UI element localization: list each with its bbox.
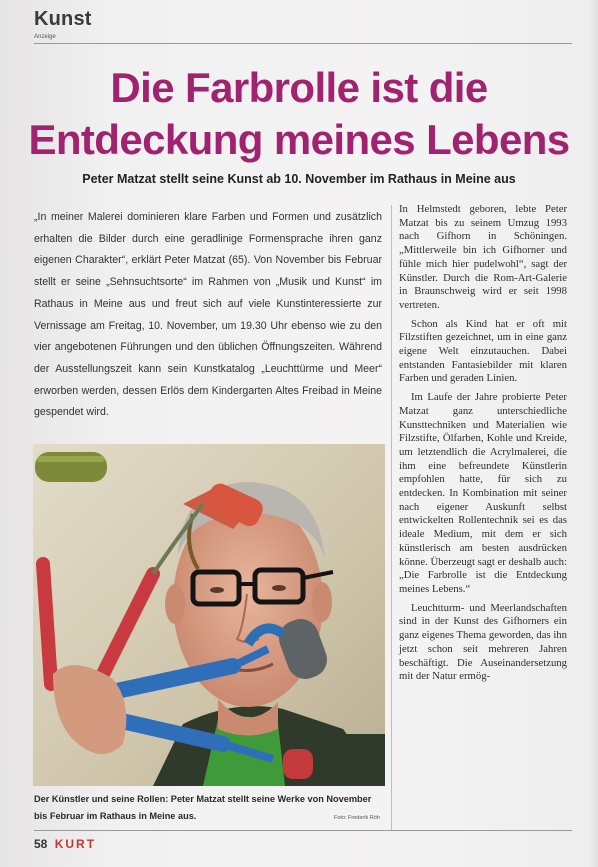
headline-line-2: Entdeckung meines Lebens: [28, 116, 570, 163]
body-paragraph: In Helmstedt geboren, lebte Peter Matzat bis zu seinem Umzug 1993 nach Gifhorn in Schöningen. „Mittlerweile bin ich Gifhorner und fühle mich hier pudelwohl“, sagt der Künstler. Durch die Rom-Art-Galerie in Braunschweig wird er seit 1998 vertreten.: [399, 203, 567, 311]
body-paragraph: Leuchtturm- und Meerlandschaften sind in der Kunst des Gifhorners ein ganz eigenes Thema geworden, das ihn jetzt schon seit mehreren Jahren beschäftigt. Die Auseinandersetzung mit der Natur ermög-: [399, 601, 567, 683]
top-divider: [34, 43, 572, 44]
column-divider: [391, 205, 392, 830]
headline-line-1: Die Farbrolle ist die: [110, 64, 488, 111]
caption-text: Der Künstler und seine Rollen: Peter Matzat stellt seine Werke von November bis Februar im Rathaus in Meine aus.: [34, 794, 372, 821]
magazine-brand: KURT: [54, 837, 97, 851]
intro-text: [34, 207, 382, 424]
page-number: 58: [34, 837, 48, 851]
page-footer: [34, 837, 96, 851]
photo-credit: Foto: Frederik Röh: [334, 815, 380, 821]
body-column: [399, 203, 567, 689]
bottom-divider: [34, 830, 572, 831]
intro-paragraph: „In meiner Malerei dominieren klare Farben und Formen und zusätzlich erhalten die Bilder durch eine geradlinige Formensprache ihren ganz eigenen Charakter“, erklärt Peter Matzat (65). Von November bis Februar stellt er seine „Sehnsuchtsorte“ im Rahmen von „Musik und Kunst“ im Rathaus in Meine aus und freut sich auf viele Kunstinteressierte zur Vernissage am Freitag, 10. November, um 19.30 Uhr ebenso wie zu den vier angebotenen Führungen und den üblichen Öffnungszeiten. Während der Ausstellungszeit kann sein Kunstkatalog „Leuchttürme und Meer“ erworben werden, dessen Erlös dem Kindergarten Altes Freibad in Meine gespendet wird.: [34, 211, 382, 419]
ad-label: Anzeige: [34, 34, 56, 40]
body-paragraph: Im Laufe der Jahre probierte Peter Matzat ganz unterschiedliche Kunsttechniken und Materialien wie Filzstifte, Ölfarben, Kohle und Kreide, um letztendlich die Acrylmalerei, die ihm eine befreundete Künstlerin empfohlen hatte, für sich zu entdecken. In Kombination mit seiner nach eigener Auskunft selbst entwickelten Rollentechnik sei es das ideale Medium, mit dem er sich künstlerisch am besten ausdrücken könne. Überzeugt sagt er deshalb auch: „Die Farbrolle ist die Entdeckung meines Lebens.“: [399, 391, 567, 595]
subheadline: Peter Matzat stellt seine Kunst ab 10. November im Rathaus in Meine aus: [82, 172, 516, 186]
body-paragraph: Schon als Kind hat er oft mit Filzstiften gezeichnet, um in eine ganz eigene Welt einzutauchen. Dabei entstanden Fantasiebilder mit klaren Farben und geraden Linien.: [399, 317, 567, 385]
headline: [20, 62, 578, 166]
section-title: Kunst: [34, 8, 92, 30]
artist-photo: [33, 444, 385, 786]
